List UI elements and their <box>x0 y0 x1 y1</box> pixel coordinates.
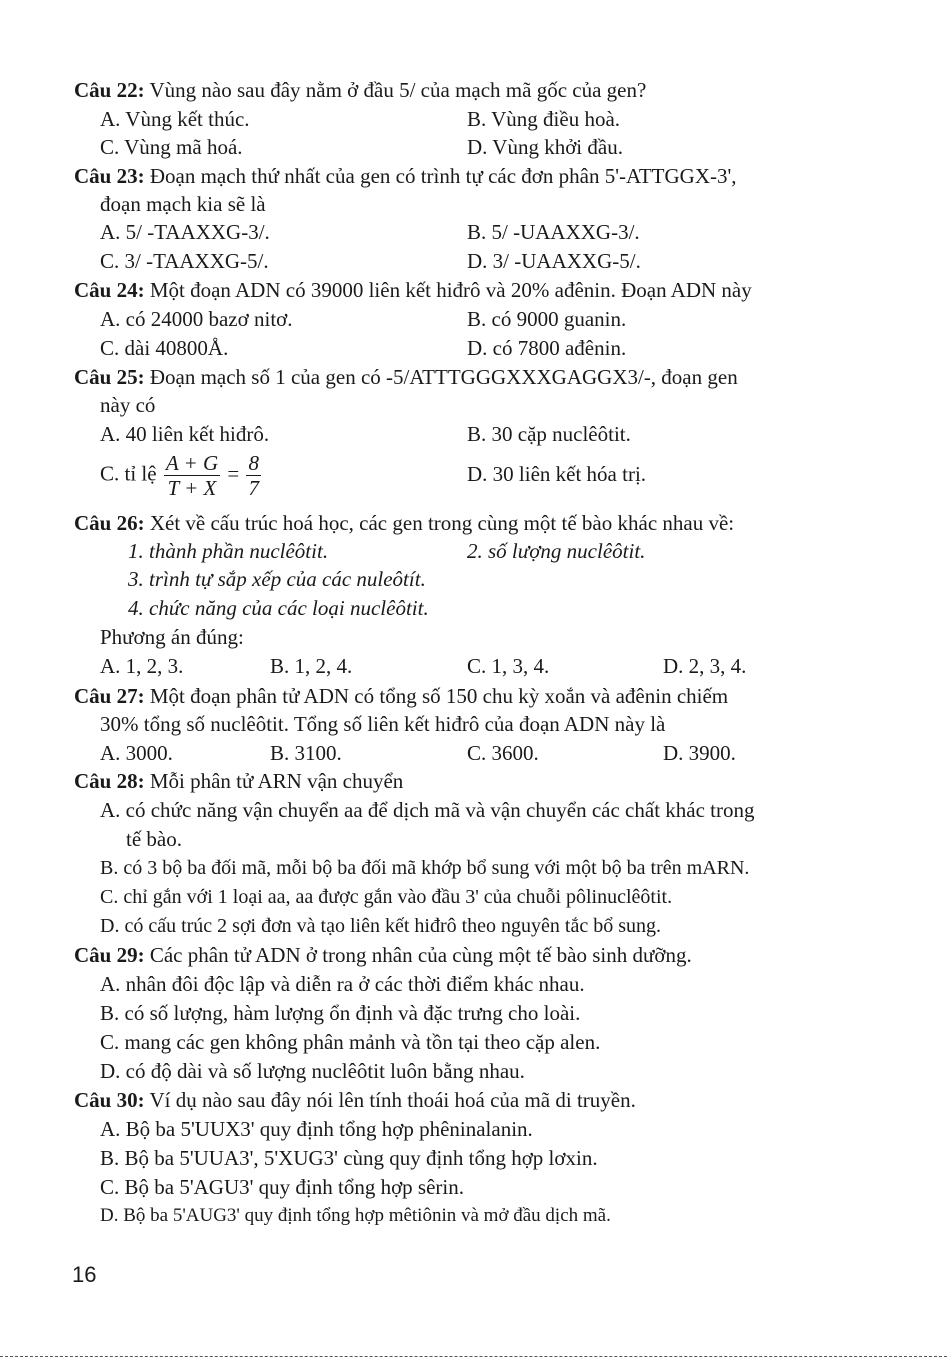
statement-4: 4. chức năng của các loại nuclêôtit. <box>128 596 429 620</box>
fraction-denominator: T + X <box>167 476 217 500</box>
option-b: B. 30 cặp nuclêôtit. <box>467 422 631 446</box>
question-label: Câu 29: <box>74 943 145 967</box>
question-stem: Đoạn mạch số 1 của gen có -5/ATTTGGGXXXGAGGX3/-, đoạn gen <box>149 365 738 389</box>
question-stem: Xét về cấu trúc hoá học, các gen trong cùng một tế bào khác nhau về: <box>149 511 735 535</box>
ratio-fraction <box>164 451 220 500</box>
q27-stem-line <box>74 683 728 709</box>
option-b: B. 1, 2, 4. <box>270 654 353 678</box>
question-label: Câu 28: <box>74 769 145 793</box>
q26-stem-line <box>74 510 734 536</box>
fraction-numerator: A + G <box>165 451 219 475</box>
q25-stem-line <box>74 364 738 390</box>
option-a: A. 5/ -TAAXXG-3/. <box>100 220 270 244</box>
q24-stem-line <box>74 277 752 303</box>
option-d: D. Bộ ba 5'AUG3' quy định tổng hợp mêtiônin và mở đầu dịch mã. <box>100 1205 611 1226</box>
q29-stem-line <box>74 942 692 968</box>
option-b: B. có 3 bộ ba đối mã, mỗi bộ ba đối mã khớp bổ sung với một bộ ba trên mARN. <box>100 857 750 879</box>
equals-sign: = <box>227 461 240 486</box>
statement-2: 2. số lượng nuclêôtit. <box>467 539 646 563</box>
option-c: C. 3600. <box>467 741 539 765</box>
option-c: C. Vùng mã hoá. <box>100 135 243 159</box>
option-b: B. Bộ ba 5'UUA3', 5'XUG3' cùng quy định tổng hợp lơxin. <box>100 1146 598 1170</box>
statement-3: 3. trình tự sắp xếp của các nuleôtít. <box>128 567 426 591</box>
option-a: A. có chức năng vận chuyển aa để dịch mã và vận chuyển các chất khác trong <box>100 798 755 822</box>
option-b: B. Vùng điều hoà. <box>467 107 621 131</box>
option-c: C. mang các gen không phân mảnh và tồn tại theo cặp alen. <box>100 1030 601 1054</box>
statement-1: 1. thành phần nuclêôtit. <box>128 539 329 563</box>
option-a-cont: tế bào. <box>126 827 182 851</box>
question-stem-cont: này có <box>100 393 156 417</box>
option-d: D. 3900. <box>663 741 736 765</box>
option-d: D. 30 liên kết hóa trị. <box>467 462 647 486</box>
option-a: A. Vùng kết thúc. <box>100 107 250 131</box>
option-d: D. 3/ -UAAXXG-5/. <box>467 249 641 273</box>
q30-stem-line <box>74 1087 636 1113</box>
option-c: C. Bộ ba 5'AGU3' quy định tổng hợp sêrin. <box>100 1175 464 1199</box>
option-d: D. 2, 3, 4. <box>663 654 747 678</box>
question-label: Câu 22: <box>74 78 145 102</box>
option-a: A. 1, 2, 3. <box>100 654 184 678</box>
option-a: A. nhân đôi độc lập và diễn ra ở các thời điểm khác nhau. <box>100 972 585 996</box>
question-stem: Một đoạn ADN có 39000 liên kết hiđrô và 20% ađênin. Đoạn ADN này <box>149 278 752 302</box>
question-stem: Các phân tử ADN ở trong nhân của cùng một tế bào sinh dưỡng. <box>149 943 692 967</box>
question-stem: Một đoạn phân tử ADN có tổng số 150 chu kỳ xoắn và ađênin chiếm <box>149 684 729 708</box>
question-stem: Mỗi phân tử ARN vận chuyển <box>149 769 404 793</box>
answer-prompt: Phương án đúng: <box>100 625 244 649</box>
option-a: A. 40 liên kết hiđrô. <box>100 422 270 446</box>
option-c: C. 3/ -TAAXXG-5/. <box>100 249 269 273</box>
option-d: D. có cấu trúc 2 sợi đơn và tạo liên kết hiđrô theo nguyên tắc bổ sung. <box>100 915 662 937</box>
question-label: Câu 26: <box>74 511 145 535</box>
option-c: C. chỉ gắn với 1 loại aa, aa được gắn vào đầu 3' của chuỗi pôlinuclêôtit. <box>100 886 673 908</box>
question-stem-cont: đoạn mạch kia sẽ là <box>100 192 266 216</box>
option-a: A. 3000. <box>100 741 173 765</box>
option-c: C. 1, 3, 4. <box>467 654 550 678</box>
option-d: D. có độ dài và số lượng nuclêôtit luôn bằng nhau. <box>100 1059 525 1083</box>
question-stem: Vùng nào sau đây nằm ở đầu 5/ của mạch mã gốc của gen? <box>149 78 647 102</box>
option-b: B. 5/ -UAAXXG-3/. <box>467 220 640 244</box>
q22-stem-line <box>74 77 646 103</box>
question-stem: Đoạn mạch thứ nhất của gen có trình tự các đơn phân 5'-ATTGGX-3', <box>149 164 737 188</box>
q23-stem-line <box>74 163 737 189</box>
question-stem-cont: 30% tổng số nuclêôtit. Tổng số liên kết hiđrô của đoạn ADN này là <box>100 712 666 736</box>
question-label: Câu 27: <box>74 684 145 708</box>
option-c-prefix: C. tỉ lệ <box>100 461 157 486</box>
value-numerator: 8 <box>248 451 259 475</box>
value-denominator: 7 <box>248 476 259 500</box>
option-c: C. dài 40800Å. <box>100 336 229 360</box>
option-b: B. 3100. <box>270 741 342 765</box>
option-b: B. có 9000 guanin. <box>467 307 627 331</box>
bottom-border <box>0 1356 947 1357</box>
option-b: B. có số lượng, hàm lượng ổn định và đặc trưng cho loài. <box>100 1001 581 1025</box>
question-stem: Ví dụ nào sau đây nói lên tính thoái hoá của mã di truyền. <box>149 1088 636 1112</box>
q28-stem-line <box>74 768 403 794</box>
question-label: Câu 30: <box>74 1088 145 1112</box>
option-a: A. có 24000 bazơ nitơ. <box>100 307 293 331</box>
ratio-value <box>246 451 261 500</box>
option-d: D. có 7800 ađênin. <box>467 336 627 360</box>
question-label: Câu 24: <box>74 278 145 302</box>
option-c <box>100 451 263 500</box>
option-a: A. Bộ ba 5'UUX3' quy định tổng hợp phêninalanin. <box>100 1117 533 1141</box>
option-d: D. Vùng khởi đầu. <box>467 135 623 159</box>
question-label: Câu 25: <box>74 365 145 389</box>
page-number: 16 <box>72 1262 97 1287</box>
question-label: Câu 23: <box>74 164 145 188</box>
